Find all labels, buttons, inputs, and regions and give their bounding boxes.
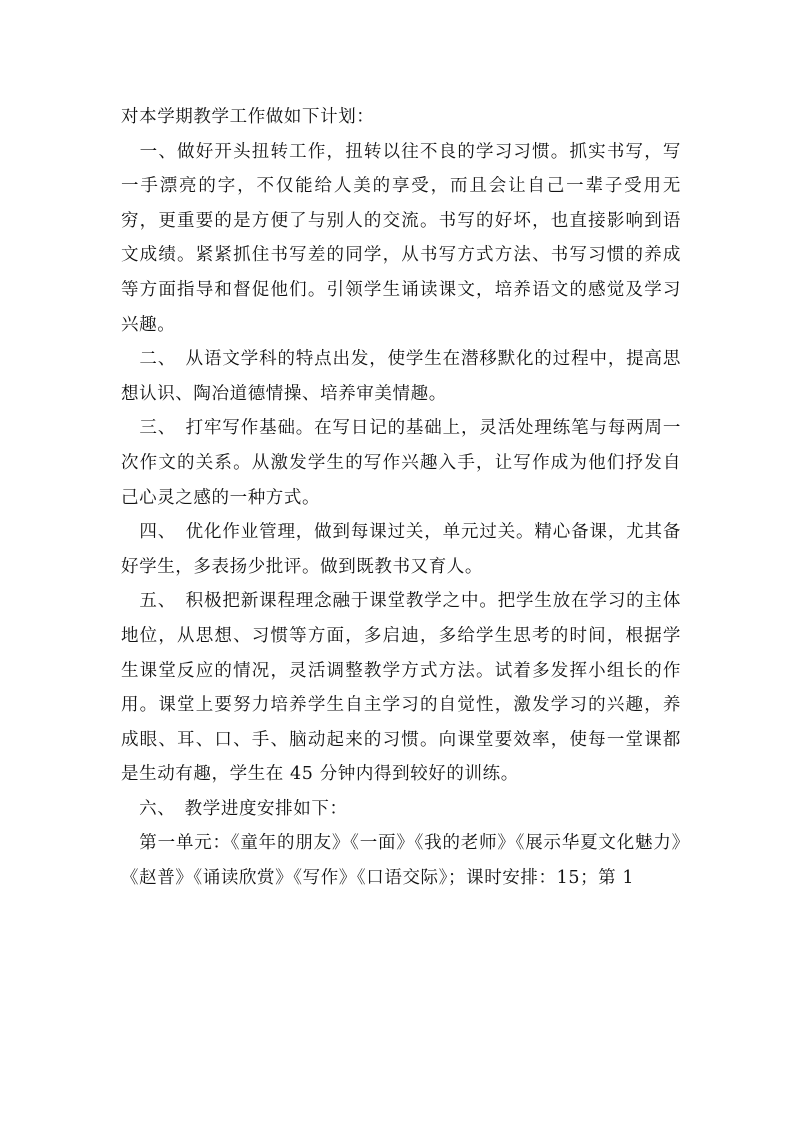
paragraph-unit-1: 第一单元：《童年的朋友》《一面》《我的老师》《展示华夏文化魅力》《赵普》《诵读欣赏》《写作》《口语交际》；课时安排：15；第 1 (121, 833, 681, 889)
paragraph-item-5: 五、 积极把新课程理念融于课堂教学之中。把学生放在学习的主体地位，从思想、习惯等方面，多启迪，多给学生思考的时间，根据学生课堂反应的情况，灵活调整教学方式方法。试着多发挥小组长的作用。课堂上要努力培养学生自主学习的自觉性，激发学习的兴趣，养成眼、耳、口、手、脑动起来的习惯。向课堂要效率，使每一堂课都是生动有趣，学生在 45 分钟内得到较好的训练。 (121, 591, 681, 785)
paragraph-item-2: 二、 从语文学科的特点出发，使学生在潜移默化的过程中，提高思想认识、陶冶道德情操、培养审美情趣。 (121, 349, 681, 404)
paragraph-item-4: 四、 优化作业管理，做到每课过关，单元过关。精心备课，尤其备好学生，多表扬少批评。做到既教书又育人。 (121, 522, 681, 577)
paragraph-item-3: 三、 打牢写作基础。在写日记的基础上，灵活处理练笔与每两周一次作文的关系。从激发学生的写作兴趣入手，让写作成为他们抒发自己心灵之感的一种方式。 (121, 418, 681, 508)
paragraph-item-1: 一、做好开头扭转工作，扭转以往不良的学习习惯。抓实书写，写一手漂亮的字，不仅能给人美的享受，而且会让自己一辈子受用无穷，更重要的是方便了与别人的交流。书写的好坏，也直接影响到语文成绩。紧紧抓住书写差的同学，从书写方式方法、书写习惯的养成等方面指导和督促他们。引领学生诵读课文，培养语文的感觉及学习兴趣。 (121, 141, 681, 335)
document-body (121, 100, 681, 896)
paragraph-intro: 对本学期教学工作做如下计划： (121, 107, 375, 127)
paragraph-item-6: 六、 教学进度安排如下： (121, 798, 348, 819)
